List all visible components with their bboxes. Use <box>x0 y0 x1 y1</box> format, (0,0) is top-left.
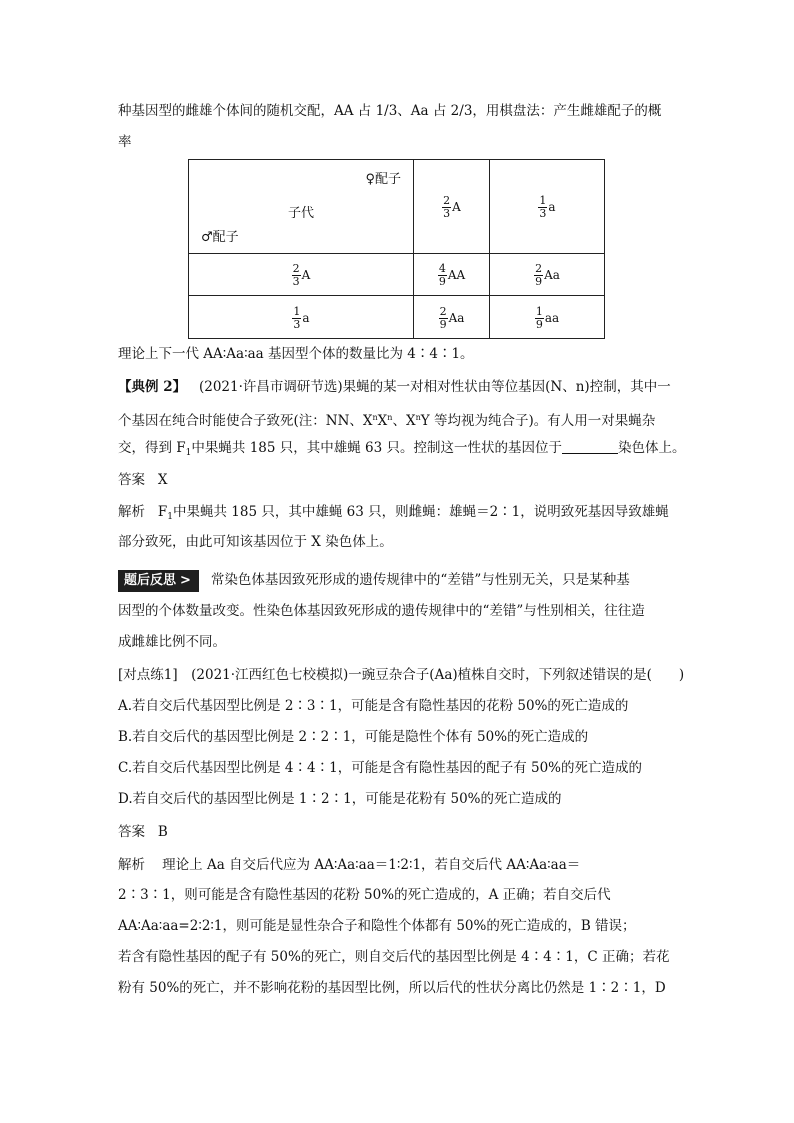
header-cell-A: $\frac{2}{3}$ A <box>414 160 490 254</box>
row-label-a: $\frac{1}{3}$ a <box>189 296 414 339</box>
example2-answer: 答案 X <box>118 472 168 488</box>
table-row <box>189 254 605 296</box>
example2-analysis-line1: 解析 $F_1$中果蝇共 185 只，其中雄蝇 63 只，则雌蝇：雄蝇＝2∶1，说明致死基因导致雄蝇 <box>118 504 669 522</box>
male-gamete-label: ♂配子 <box>201 230 239 245</box>
reflection-line2: 因型的个体数量改变。性染色体基因致死形成的遗传规律中的“差错”与性别相关，往往造 <box>118 603 645 619</box>
chevron-right-icon: > <box>180 573 191 588</box>
example2-line3: 交，得到 $F_1$中果蝇共 185 只，其中雄蝇 63 只。控制这一性状的基因位于 染色体上。 <box>118 440 686 458</box>
exercise1-option-a: A.若自交后代基因型比例是 2∶3∶1，可能是含有隐性基因的花粉 50%的死亡造成的 <box>118 698 629 714</box>
exercise1-option-c: C.若自交后代基因型比例是 4∶4∶1，可能是含有隐性基因的配子有 50%的死亡造成的 <box>118 760 642 776</box>
para1-line2: 率 <box>118 134 132 150</box>
example2-line1: 【典例 2】 (2021·许昌市调研节选)果蝇的某一对相对性状由等位基因(N、n)控制，其中一 <box>118 379 671 395</box>
reflection-line1: 题后反思 > 常染色体基因致死形成的遗传规律中的“差错”与性别无关，只是某种基 <box>118 570 690 592</box>
exercise1-answer: 答案 B <box>118 824 168 840</box>
row-label-A: $\frac{2}{3}$ A <box>189 254 414 296</box>
exercise1-analysis-line1: 解析 理论上 Aa 自交后代应为 AA∶Aa∶aa＝1∶2∶1，若自交后代 AA∶Aa∶aa＝ <box>118 857 581 873</box>
cell-Aa: $\frac{2}{9}$ Aa <box>490 254 605 296</box>
female-gamete-label: ♀配子 <box>365 172 401 187</box>
exercise1-analysis-line5: 粉有 50%的死亡，并不影响花粉的基因型比例，所以后代的性状分离比仍然是 1∶2∶1，D <box>118 980 666 996</box>
exercise1-option-b: B.若自交后代的基因型比例是 2∶2∶1，可能是隐性个体有 50%的死亡造成的 <box>118 729 589 745</box>
reflection-line3: 成雌雄比例不同。 <box>118 634 226 650</box>
cell-Aa-2: $\frac{2}{9}$ Aa <box>414 296 490 339</box>
reflection-tag: 题后反思 > <box>118 570 199 592</box>
exercise1-analysis-line3: AA∶Aa∶aa=2∶2∶1，则可能是显性杂合子和隐性个体都有 50%的死亡造成的，B 错误； <box>118 918 636 934</box>
para1-line1: 种基因型的雌雄个体间的随机交配，AA 占 1/3、Aa 占 2/3，用棋盘法：产生雌雄配子的概 <box>118 103 662 119</box>
cell-AA: $\frac{4}{9}$ AA <box>414 254 490 296</box>
offspring-label: 子代 <box>287 206 314 221</box>
punnett-table <box>188 159 605 338</box>
exercise1-analysis-line2: 2∶3∶1，则可能是含有隐性基因的花粉 50%的死亡造成的，A 正确；若自交后代 <box>118 887 611 903</box>
cell-aa: $\frac{1}{9}$ aa <box>490 296 605 339</box>
example-tag: 【典例 2】 <box>118 379 187 395</box>
theory-ratio-line: 理论上下一代 AA∶Aa∶aa 基因型个体的数量比为 4∶4∶1。 <box>118 346 474 362</box>
example2-line2: 个基因在纯合时能使合子致死(注：NN、$X^nX^n$、$X^nY$ 等均视为纯合子)。有人用一对果蝇杂 <box>118 413 656 429</box>
exercise1-option-d: D.若自交后代的基因型比例是 1∶2∶1，可能是花粉有 50%的死亡造成的 <box>118 791 562 807</box>
table-corner-cell <box>189 160 414 254</box>
header-cell-a: $\frac{1}{3}$ a <box>490 160 605 254</box>
exercise1-analysis-line4: 若含有隐性基因的配子有 50%的死亡，则自交后代的基因型比例是 4∶4∶1，C 正确；若花 <box>118 949 670 965</box>
table-row <box>189 296 605 339</box>
example2-analysis-line2: 部分致死，由此可知该基因位于 X 染色体上。 <box>118 534 393 550</box>
answer-blank[interactable] <box>562 439 618 454</box>
exercise1-stem: [对点练1] (2021·江西红色七校模拟)一豌豆杂合子(Aa)植株自交时，下列叙述错误的是( ) <box>118 667 685 683</box>
